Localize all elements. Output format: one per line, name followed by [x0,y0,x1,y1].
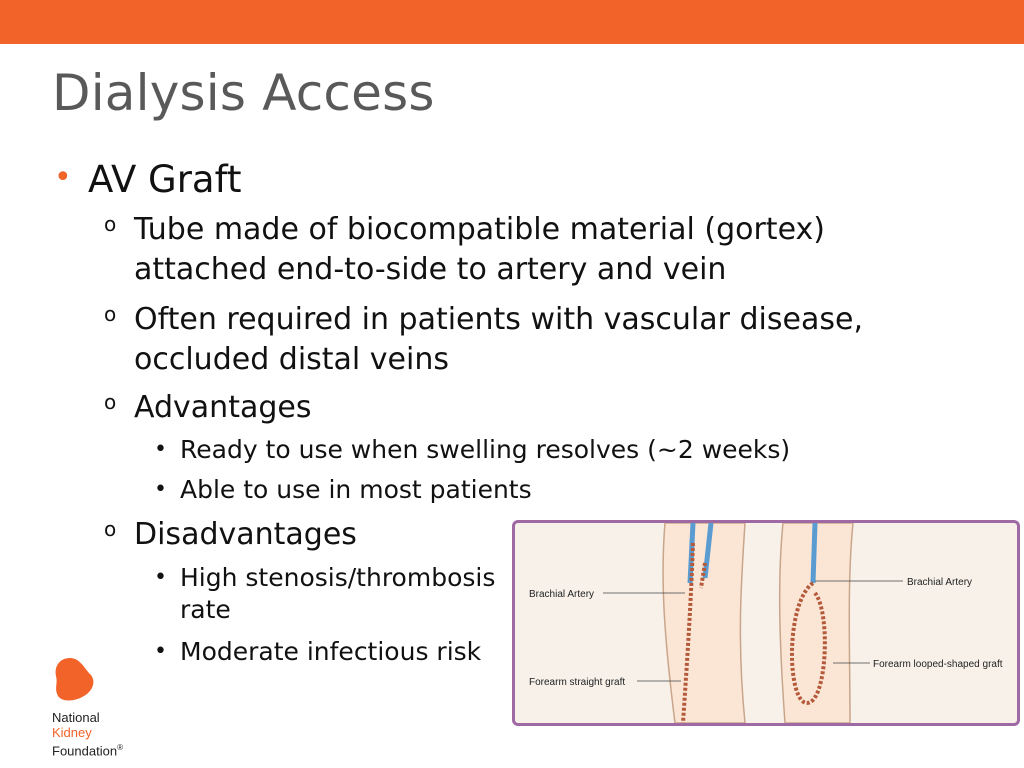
sub-bullet-3-text: Advantages [134,390,312,425]
circle-bullet-icon: o [104,302,117,326]
disadvantage-1 [154,562,520,626]
av-graft-illustration [512,520,1020,726]
disadvantage-2-text: Moderate infectious risk [180,637,482,666]
bullet-icon: • [154,565,167,590]
sub-bullet-2-text: Often required in patients with vascular disease, occluded distal veins [134,302,863,377]
advantage-2 [154,474,880,506]
advantage-1 [154,434,880,466]
nkf-logo [52,656,142,759]
right-artery-label: Brachial Artery [907,577,973,588]
sub-bullet-1-text: Tube made of biocompatible material (gortex) attached end-to-side to artery and vein [134,212,825,287]
logo-text [52,710,142,758]
logo-line-kidney: Kidney [52,725,92,740]
left-forearm-shape [663,523,745,723]
left-artery-label: Brachial Artery [529,589,595,600]
logo-line-foundation [52,740,142,758]
circle-bullet-icon: o [104,517,117,541]
logo-line-national: National [52,710,100,725]
sub-bullet-2 [104,300,934,380]
circle-bullet-icon: o [104,212,117,236]
circle-bullet-icon: o [104,390,117,414]
left-graft-label: Forearm straight graft [529,677,626,688]
arm-graft-diagram [515,523,1017,723]
sub-bullet-1 [104,210,934,290]
kidney-logo-icon [52,656,96,702]
main-bullet [54,158,242,201]
disadvantage-1-text: High stenosis/thrombosis rate [180,563,496,624]
slide-title: Dialysis Access [52,64,435,122]
logo-foundation-text: Foundation [52,743,118,759]
right-graft-label: Forearm looped-shaped graft [873,659,1003,670]
sub-bullet-3 [104,388,934,428]
right-vein-shape [813,523,815,583]
advantage-2-text: Able to use in most patients [180,475,532,504]
bullet-icon: • [154,437,167,462]
main-bullet-text: AV Graft [88,158,242,201]
bullet-icon: • [154,639,167,664]
sub-bullet-4-text: Disadvantages [134,517,357,552]
registered-mark: ® [117,743,123,752]
bullet-icon: • [154,477,167,502]
advantage-1-text: Ready to use when swelling resolves (~2 weeks) [180,435,791,464]
disadvantage-2 [154,636,520,668]
orange-bullet-icon: • [54,160,72,195]
